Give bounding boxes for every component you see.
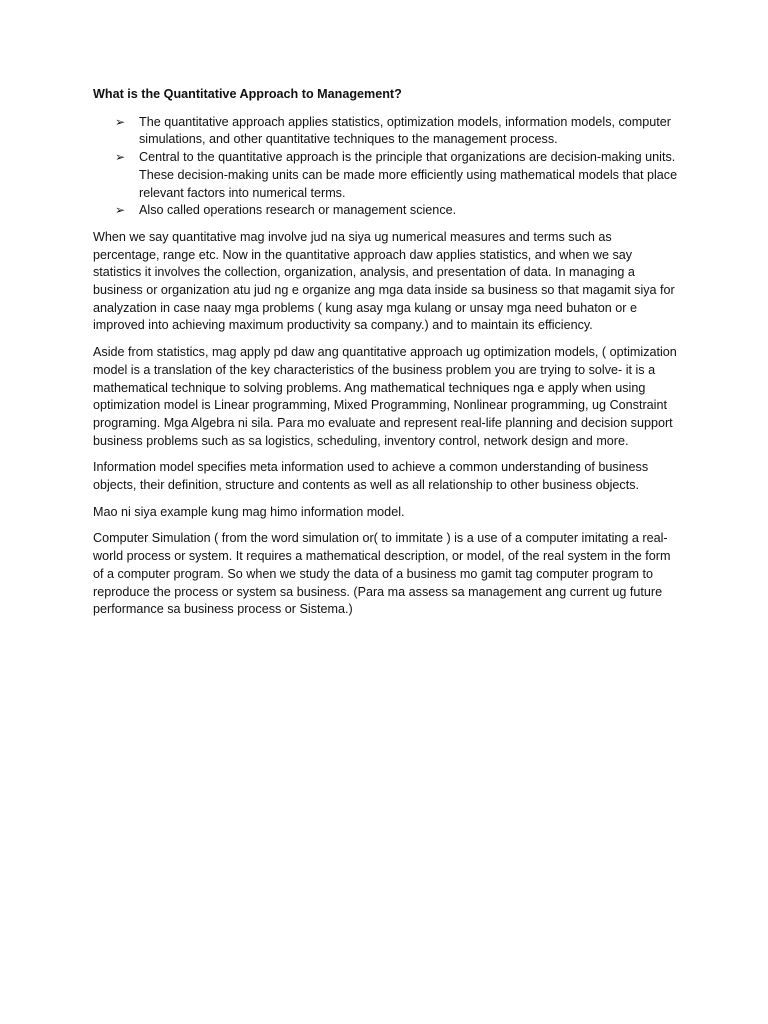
bullet-item: [93, 202, 678, 220]
arrow-bullet-icon: ➢: [115, 203, 126, 218]
bullet-item: [93, 114, 678, 149]
bullet-item: [93, 149, 678, 202]
bullet-text: The quantitative approach applies statistics, optimization models, information models, computer simulations, and other quantitative techniques to the management process.: [139, 114, 671, 147]
bullet-text: Also called operations research or management science.: [139, 203, 457, 218]
arrow-bullet-icon: ➢: [115, 114, 126, 129]
arrow-bullet-icon: ➢: [115, 150, 126, 165]
paragraph-information-model-example: Mao ni siya example kung mag himo information model.: [93, 504, 405, 519]
document-page: [93, 86, 678, 628]
bullet-list: [93, 114, 678, 220]
paragraph-quantitative-statistics: When we say quantitative mag involve jud na siya ug numerical measures and terms such as percentage, range etc. Now in the quantitative approach daw applies statistics, and when we say statistics it involves the collection, organization, analysis, and presentation of data. In managing a business or organization atu jud ng e organize ang mga data inside sa business so that magamit siya for analyzation in case naay mga problems ( kung asay mga kulang or unsay mga need buhaton or e improved into achieving maximum productivity sa company.) and to maintain its efficiency.: [93, 229, 675, 333]
paragraph-computer-simulation: Computer Simulation ( from the word simulation or( to immitate ) is a use of a computer imitating a real-world process or system. It requires a mathematical description, or model, of the real system in the form of a computer program. So when we study the data of a business mo gamit tag computer program to reproduce the process or system sa business. (Para ma assess sa management ang current ug future performance sa business process or Sistema.): [93, 531, 671, 617]
paragraph-information-model: Information model specifies meta information used to achieve a common understanding of business objects, their definition, structure and contents as well as all relationship to other business objects.: [93, 460, 649, 493]
document-title: What is the Quantitative Approach to Management?: [93, 87, 402, 101]
bullet-text: Central to the quantitative approach is the principle that organizations are decision-making units. These decision-making units can be made more efficiently using mathematical models that place relevant factors into numerical terms.: [139, 150, 678, 200]
paragraph-optimization-models: Aside from statistics, mag apply pd daw ang quantitative approach ug optimization models, ( optimization model is a translation of the key characteristics of the business problem you are trying to solve- it is a mathematical technique to solving problems. Ang mathematical techniques nga e apply when using optimization model is Linear programming, Mixed Programming, Nonlinear programming, ug Constraint programing. Mga Algebra ni sila. Para mo evaluate and represent real-life planning and decision support business problems such as sa logistics, scheduling, inventory control, network design and more.: [93, 345, 677, 448]
